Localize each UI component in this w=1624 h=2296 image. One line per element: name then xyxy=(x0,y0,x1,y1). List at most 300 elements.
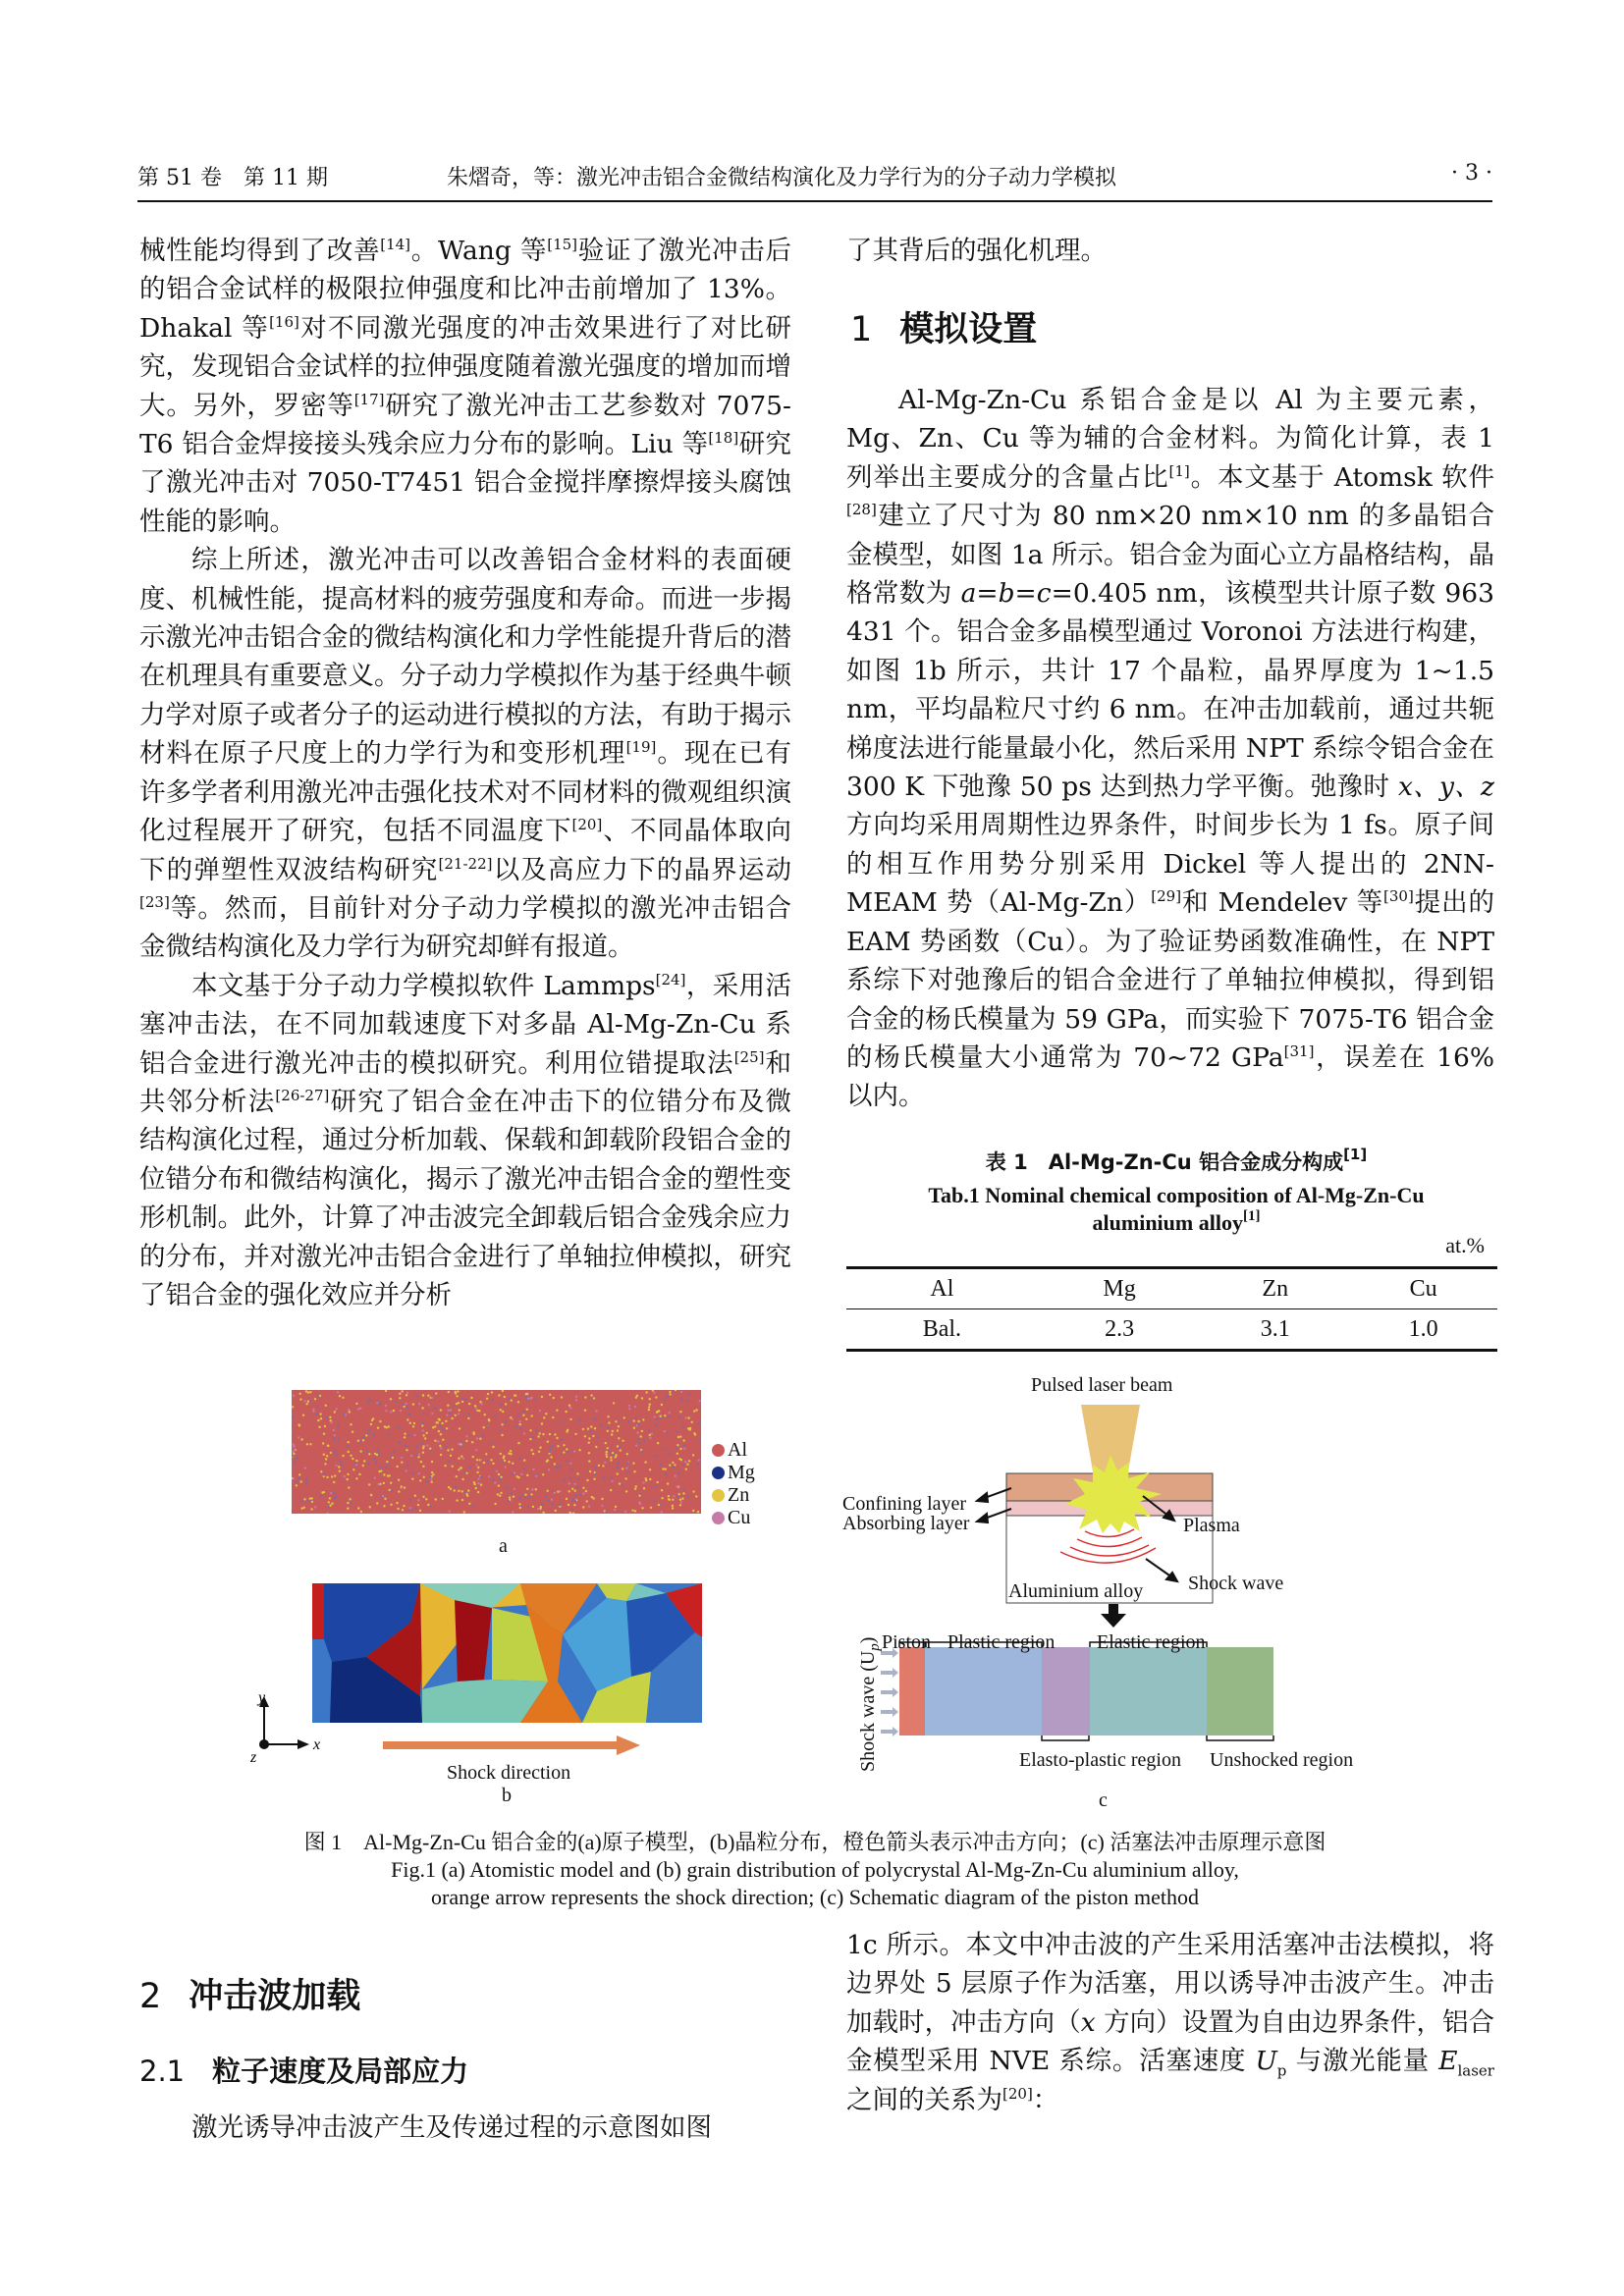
atom-dot xyxy=(349,1498,351,1500)
atom-dot xyxy=(385,1410,387,1412)
atom-dot xyxy=(549,1433,551,1435)
citation[interactable]: [28] xyxy=(846,501,877,519)
citation[interactable]: [18] xyxy=(708,429,739,448)
atom-dot xyxy=(582,1506,584,1508)
atom-dot xyxy=(566,1448,568,1450)
atom-dot xyxy=(335,1465,337,1467)
panel-label-b: b xyxy=(502,1785,512,1806)
atom-dot xyxy=(434,1440,436,1442)
atom-dot xyxy=(397,1426,399,1428)
aluminium-alloy-label: Aluminium alloy xyxy=(1008,1580,1144,1602)
atom-dot xyxy=(675,1475,677,1477)
atom-dot xyxy=(660,1415,662,1417)
atom-dot xyxy=(465,1440,467,1442)
atom-dot xyxy=(559,1466,561,1468)
atom-dot xyxy=(623,1416,625,1418)
atom-dot xyxy=(404,1486,406,1488)
atom-dot xyxy=(373,1458,375,1460)
atom-dot xyxy=(575,1494,577,1496)
atom-dot xyxy=(401,1457,403,1459)
atom-dot xyxy=(335,1454,337,1456)
right-column-bottom xyxy=(846,1926,1494,2119)
region-label-piston: Piston xyxy=(882,1631,932,1653)
citation[interactable]: [24] xyxy=(655,970,686,988)
atom-dot xyxy=(455,1391,457,1393)
atom-dot xyxy=(301,1508,303,1510)
atom-dot xyxy=(348,1451,350,1453)
atom-dot xyxy=(641,1430,643,1432)
atom-dot xyxy=(665,1473,667,1475)
atom-dot xyxy=(517,1401,519,1403)
atom-dot xyxy=(631,1510,633,1512)
atom-dot xyxy=(607,1447,609,1449)
atom-dot xyxy=(331,1503,333,1505)
atom-dot xyxy=(632,1463,634,1465)
atom-dot xyxy=(679,1504,681,1506)
atom-dot xyxy=(500,1476,502,1478)
shock-input-arrow-icon xyxy=(881,1687,898,1697)
atom-dot xyxy=(437,1440,439,1442)
atom-dot xyxy=(692,1510,694,1512)
atom-dot xyxy=(321,1491,323,1493)
atom-dot xyxy=(685,1416,687,1418)
atom-dot xyxy=(546,1461,548,1463)
atom-dot xyxy=(665,1468,667,1470)
citation[interactable]: [30] xyxy=(1383,887,1414,906)
atom-dot xyxy=(480,1459,482,1461)
atom-dot xyxy=(459,1427,460,1429)
atom-dot xyxy=(667,1396,669,1398)
citation[interactable]: [15] xyxy=(547,236,578,253)
atom-dot xyxy=(641,1450,643,1452)
legend-item: Zn xyxy=(712,1484,755,1507)
atom-dot xyxy=(590,1425,592,1427)
atom-dot xyxy=(450,1455,452,1457)
atom-dot xyxy=(642,1418,644,1420)
page-number: · 3 · xyxy=(1451,161,1492,186)
atom-dot xyxy=(614,1509,616,1511)
atom-dot xyxy=(368,1429,370,1431)
atom-dot xyxy=(694,1433,696,1435)
atom-dot xyxy=(525,1418,527,1420)
atom-dot xyxy=(579,1493,581,1495)
atom-dot xyxy=(355,1460,357,1462)
atom-dot xyxy=(338,1466,340,1468)
citation[interactable]: [23] xyxy=(139,892,170,911)
atom-dot xyxy=(603,1476,605,1478)
atom-dot xyxy=(324,1425,326,1427)
atom-dot xyxy=(479,1438,481,1440)
atom-dot xyxy=(317,1419,319,1421)
atom-dot xyxy=(683,1488,685,1490)
citation[interactable]: [19] xyxy=(625,738,657,757)
atom-dot xyxy=(535,1488,537,1490)
atom-dot xyxy=(617,1463,619,1465)
atom-dot xyxy=(403,1505,405,1507)
atom-dot xyxy=(601,1505,603,1507)
atom-dot xyxy=(548,1468,550,1470)
atom-dot xyxy=(429,1448,431,1450)
atom-dot xyxy=(496,1470,498,1472)
atom-dot xyxy=(309,1443,311,1445)
atom-dot xyxy=(512,1463,514,1465)
atom-dot xyxy=(510,1453,512,1455)
atom-dot xyxy=(486,1424,488,1426)
atom-dot xyxy=(458,1458,460,1460)
citation[interactable]: [20] xyxy=(1002,2084,1033,2103)
atom-dot xyxy=(638,1438,640,1440)
atom-dot xyxy=(624,1511,626,1513)
atom-dot xyxy=(636,1431,638,1433)
atom-dot xyxy=(404,1436,406,1438)
atom-dot xyxy=(348,1409,350,1411)
atom-dot xyxy=(634,1488,636,1490)
atom-dot xyxy=(429,1476,431,1478)
atom-dot xyxy=(507,1486,509,1488)
atom-dot xyxy=(350,1455,352,1457)
atom-dot xyxy=(347,1478,349,1480)
atom-dot xyxy=(337,1391,339,1393)
atom-dot xyxy=(449,1461,451,1463)
atom-dot xyxy=(331,1475,333,1477)
atom-dot xyxy=(503,1457,505,1459)
atom-dot xyxy=(568,1477,570,1479)
atom-dot xyxy=(326,1455,328,1457)
atom-dot xyxy=(617,1472,619,1474)
atom-dot xyxy=(411,1472,413,1474)
atom-dot xyxy=(566,1498,568,1500)
atom-dot xyxy=(363,1436,365,1438)
table-caption: 表 1 Al-Mg-Zn-Cu 铝合金成分构成[1] Tab.1 Nominal chemical composition of Al-Mg-Zn-Cu aluminium alloy[1] xyxy=(928,1146,1425,1235)
atom-dot xyxy=(492,1463,494,1465)
atom-dot xyxy=(541,1504,543,1506)
atom-dot xyxy=(595,1467,597,1468)
atom-dot xyxy=(521,1494,523,1496)
atom-dot xyxy=(565,1411,567,1413)
atom-dot xyxy=(682,1439,684,1441)
atom-dot xyxy=(681,1498,683,1500)
atom-dot xyxy=(505,1466,507,1468)
atom-dot xyxy=(545,1413,547,1415)
atom-dot xyxy=(678,1493,680,1495)
atom-dot xyxy=(298,1424,300,1426)
citation[interactable]: [1] xyxy=(1168,461,1190,480)
atom-dot xyxy=(414,1495,416,1497)
atom-dot xyxy=(649,1468,651,1470)
atom-dot xyxy=(589,1470,591,1472)
atom-dot xyxy=(573,1504,575,1506)
legend-dot-icon xyxy=(712,1444,725,1457)
atom-dot xyxy=(537,1508,539,1510)
atom-dot xyxy=(627,1420,629,1422)
atom-dot xyxy=(490,1459,492,1461)
atom-dot xyxy=(564,1479,566,1481)
atom-dot xyxy=(432,1426,434,1428)
atom-dot xyxy=(547,1441,549,1443)
atom-dot xyxy=(299,1393,301,1395)
atom-dot xyxy=(551,1445,553,1447)
atom-dot xyxy=(605,1442,607,1444)
atom-dot xyxy=(505,1420,507,1422)
atom-dot xyxy=(610,1489,612,1491)
atom-dot xyxy=(348,1486,350,1488)
atom-dot xyxy=(648,1409,650,1411)
atom-dot xyxy=(500,1492,502,1494)
atom-dot xyxy=(575,1396,577,1398)
atom-dot xyxy=(561,1420,563,1422)
atom-dot xyxy=(325,1405,327,1407)
atom-dot xyxy=(578,1449,580,1451)
atom-dot xyxy=(624,1477,626,1479)
atom-dot xyxy=(641,1397,643,1399)
atom-dot xyxy=(595,1473,597,1475)
atom-dot xyxy=(359,1408,361,1410)
running-title: 朱熠奇，等：激光冲击铝合金微结构演化及力学行为的分子动力学模拟 xyxy=(447,166,1117,190)
atom-dot xyxy=(680,1501,682,1503)
atom-dot xyxy=(532,1436,534,1438)
atom-dot xyxy=(314,1506,316,1508)
axis-z-label: z xyxy=(250,1749,257,1766)
atom-dot xyxy=(563,1451,565,1453)
atom-dot xyxy=(300,1438,302,1440)
atom-dot xyxy=(529,1429,531,1431)
atom-dot xyxy=(431,1461,433,1463)
atom-dot xyxy=(680,1399,682,1401)
atom-dot xyxy=(413,1422,415,1424)
atom-dot xyxy=(511,1492,513,1494)
atom-dot xyxy=(468,1503,470,1505)
atom-dot xyxy=(568,1512,570,1514)
absorbing-layer-label: Absorbing layer xyxy=(842,1513,970,1534)
atom-dot xyxy=(613,1402,615,1404)
atom-dot xyxy=(384,1498,386,1500)
atom-dot xyxy=(501,1423,503,1425)
atom-dot xyxy=(514,1471,515,1473)
region-block xyxy=(1090,1647,1207,1735)
atom-dot xyxy=(323,1454,325,1456)
atom-dot xyxy=(342,1397,344,1399)
atom-dot xyxy=(601,1498,603,1500)
atom-dot xyxy=(488,1475,490,1477)
atom-dot xyxy=(608,1421,610,1423)
atom-dot xyxy=(677,1436,679,1438)
atom-dot xyxy=(679,1499,681,1501)
atom-dot xyxy=(379,1403,381,1405)
legend-dot-icon xyxy=(712,1512,725,1524)
atom-dot xyxy=(539,1410,541,1412)
atom-dot xyxy=(415,1395,417,1397)
atom-dot xyxy=(488,1419,490,1421)
atom-dot xyxy=(307,1391,309,1393)
atom-dot xyxy=(468,1403,470,1405)
atom-dot xyxy=(304,1500,306,1502)
atom-dot xyxy=(653,1415,655,1417)
atom-dot xyxy=(440,1433,442,1435)
atom-dot xyxy=(463,1471,465,1473)
atom-dot xyxy=(425,1498,427,1500)
atom-dot xyxy=(568,1504,569,1506)
atom-dot xyxy=(366,1450,368,1452)
atom-dot xyxy=(456,1475,458,1477)
atom-dot xyxy=(692,1490,694,1492)
atom-dot xyxy=(679,1448,681,1450)
citation[interactable]: [29] xyxy=(1151,887,1182,906)
atom-dot xyxy=(557,1445,559,1447)
atom-dot xyxy=(402,1509,404,1511)
atom-dot xyxy=(673,1466,675,1468)
atom-dot xyxy=(476,1410,478,1412)
atom-dot xyxy=(655,1424,657,1426)
atom-dot xyxy=(530,1397,532,1399)
atom-dot xyxy=(691,1421,693,1423)
atom-dot xyxy=(622,1484,623,1486)
atom-dot xyxy=(519,1423,521,1425)
atom-dot xyxy=(634,1510,636,1512)
atom-dot xyxy=(347,1444,349,1446)
atom-dot xyxy=(484,1414,486,1415)
atom-dot xyxy=(672,1505,674,1507)
atom-dot xyxy=(556,1410,558,1412)
atom-dot xyxy=(625,1467,627,1468)
atom-dot xyxy=(556,1437,558,1439)
atom-dot xyxy=(424,1437,426,1439)
atom-dot xyxy=(637,1423,639,1425)
citation[interactable]: [16] xyxy=(269,312,299,331)
atom-dot xyxy=(593,1397,595,1399)
atom-dot xyxy=(483,1426,485,1428)
atom-dot xyxy=(409,1499,411,1501)
atom-dot xyxy=(643,1439,645,1441)
left-column xyxy=(139,232,791,1314)
atom-dot xyxy=(312,1411,314,1413)
atom-dot xyxy=(672,1507,674,1509)
atom-dot xyxy=(324,1463,326,1465)
atom-dot xyxy=(498,1484,500,1486)
atom-dot xyxy=(569,1468,571,1470)
atom-dot xyxy=(574,1500,576,1502)
pulsed-laser-beam-label: Pulsed laser beam xyxy=(1031,1374,1173,1396)
atom-dot xyxy=(552,1416,554,1418)
atom-dot xyxy=(429,1506,431,1508)
atom-dot xyxy=(650,1507,652,1509)
atom-dot xyxy=(498,1394,500,1396)
citation[interactable]: [17] xyxy=(353,390,385,408)
atom-dot xyxy=(634,1406,636,1408)
atom-dot xyxy=(409,1507,411,1509)
atom-dot xyxy=(454,1486,456,1488)
atom-dot xyxy=(658,1504,660,1506)
atom-dot xyxy=(381,1467,383,1468)
atom-dot xyxy=(406,1465,408,1467)
atom-dot xyxy=(619,1482,621,1484)
atom-dot xyxy=(375,1462,377,1464)
atom-dot xyxy=(519,1507,521,1509)
atom-dot xyxy=(569,1463,571,1465)
atom-dot xyxy=(538,1451,540,1453)
atom-dot xyxy=(358,1473,360,1475)
citation[interactable]: [25] xyxy=(733,1047,765,1066)
atom-dot xyxy=(509,1398,511,1400)
atom-dot xyxy=(531,1415,533,1416)
atom-dot xyxy=(369,1399,371,1401)
citation[interactable]: [21-22] xyxy=(438,854,493,873)
atom-dot xyxy=(547,1490,549,1492)
atom-dot xyxy=(475,1464,477,1466)
atom-dot xyxy=(640,1435,642,1437)
atom-dot xyxy=(422,1452,424,1454)
running-header xyxy=(137,157,1492,196)
atom-dot xyxy=(628,1405,630,1407)
header-rule xyxy=(137,200,1492,202)
atom-dot xyxy=(461,1490,463,1492)
atom-dot xyxy=(487,1393,489,1395)
atom-dot xyxy=(406,1407,407,1409)
atom-dot xyxy=(567,1451,568,1453)
atom-dot xyxy=(554,1433,556,1435)
atom-dot xyxy=(422,1429,424,1431)
atom-dot xyxy=(311,1501,313,1503)
atom-dot xyxy=(584,1410,586,1412)
atom-dot xyxy=(491,1442,493,1444)
citation[interactable]: [31] xyxy=(1283,1041,1315,1060)
atom-dot xyxy=(611,1480,613,1482)
atom-dot xyxy=(502,1411,504,1413)
atom-dot xyxy=(653,1499,655,1501)
atom-dot xyxy=(590,1430,592,1432)
atom-dot xyxy=(357,1507,359,1509)
atom-dot xyxy=(634,1417,636,1419)
atom-dot xyxy=(372,1417,374,1419)
citation[interactable]: [26-27] xyxy=(275,1086,330,1104)
atom-dot xyxy=(667,1432,669,1434)
table-header-row xyxy=(846,1268,1497,1309)
atom-dot xyxy=(397,1508,399,1510)
atom-dot xyxy=(523,1460,525,1462)
atom-dot xyxy=(440,1409,442,1411)
atom-dot xyxy=(530,1449,532,1451)
atom-dot xyxy=(611,1433,613,1435)
atom-dot xyxy=(693,1410,695,1412)
atom-dot xyxy=(500,1409,502,1411)
paragraph: 1c 所示。本文中冲击波的产生采用活塞冲击法模拟，将边界处 5 层原子作为活塞，用以诱导冲击波产生。冲击加载时，冲击方向（x 方向）设置为自由边界条件，铝合金模型采用 NVE 系综。活塞速度 $U_p$ 与激光能量 $E_{laser}$ 之间的关系为[20]： xyxy=(846,1930,1494,2115)
atom-dot xyxy=(588,1437,590,1439)
atom-dot xyxy=(311,1497,313,1499)
atom-dot xyxy=(440,1447,442,1449)
atom-dot xyxy=(448,1410,450,1412)
table-cell: Bal. xyxy=(922,1315,962,1342)
atom-dot xyxy=(476,1459,478,1461)
paragraph: 了其背后的强化机理。 xyxy=(846,236,1107,266)
atom-dot xyxy=(669,1465,671,1467)
atom-dot xyxy=(532,1506,534,1508)
atom-dot xyxy=(541,1422,543,1424)
atom-dot xyxy=(344,1475,346,1477)
atom-dot xyxy=(304,1400,306,1402)
atom-dot xyxy=(687,1400,689,1402)
atom-dot xyxy=(461,1478,463,1480)
atom-dot xyxy=(359,1440,361,1442)
atom-dot xyxy=(396,1466,398,1468)
atom-dot xyxy=(472,1431,474,1433)
atom-dot xyxy=(426,1480,428,1482)
atom-dot xyxy=(377,1449,379,1451)
citation[interactable]: [14] xyxy=(380,236,411,253)
atom-dot xyxy=(673,1495,675,1497)
atom-dot xyxy=(407,1434,409,1436)
element-legend xyxy=(712,1439,755,1529)
citation[interactable]: [20] xyxy=(571,816,603,834)
table-header: Cu xyxy=(1349,1268,1497,1309)
